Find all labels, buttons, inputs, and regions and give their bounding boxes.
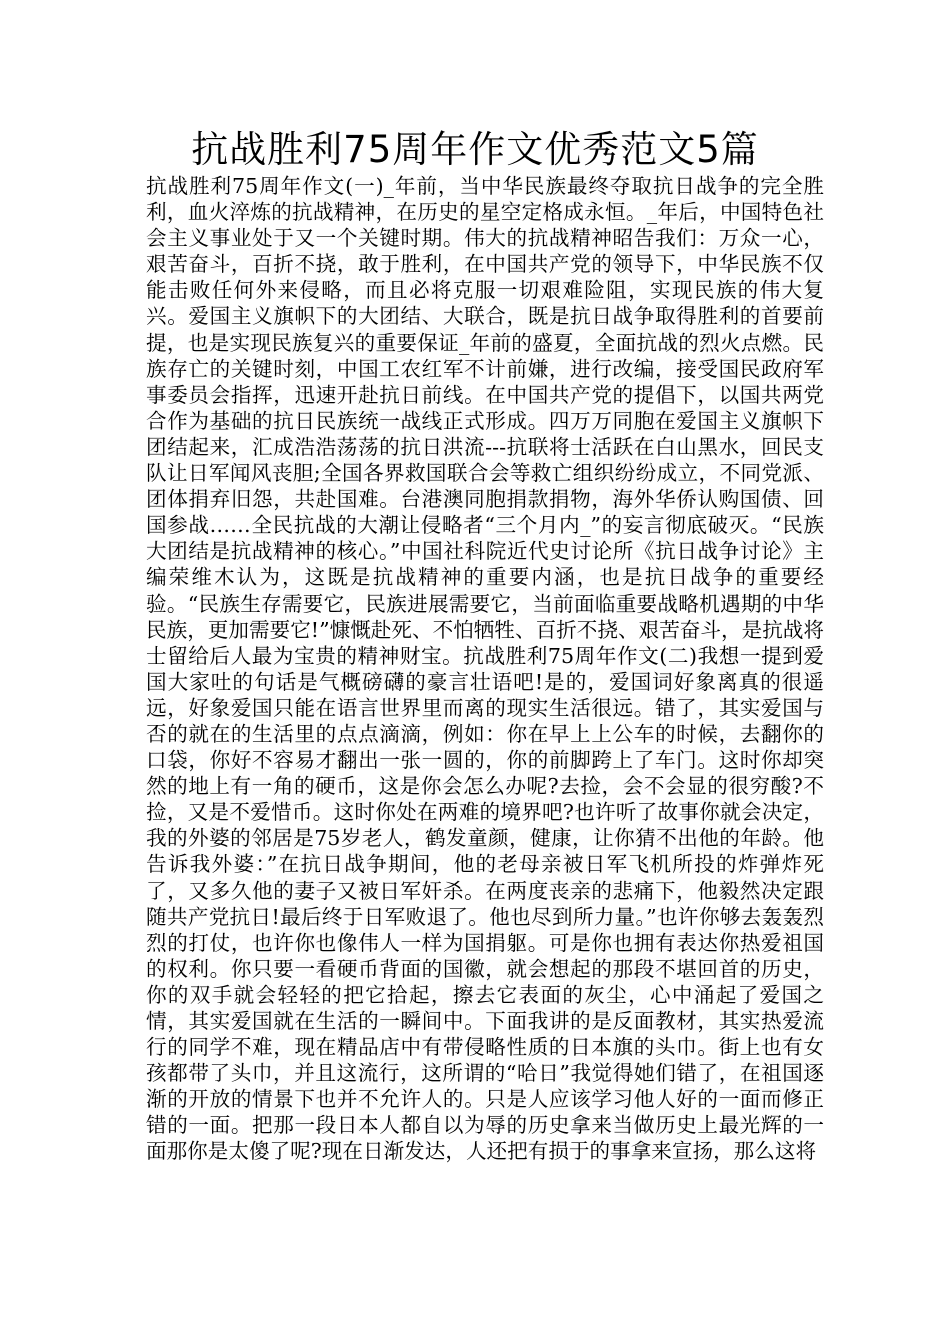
document-body: 抗战胜利75周年作文(一)_年前，当中华民族最终夺取抗日战争的完全胜利，血火淬炼的抗战精神，在历史的星空定格成永恒。_年后，中国特色社会主义事业处于又一个关键时期。伟大的抗战精神昭告我们：万众一心，艰苦奋斗，百折不挠，敢于胜利，在中国共产党的领导下，中华民族不仅能击败任何外来侵略，而且必将克服一切艰难险阻，实现民族的伟大复兴。爱国主义旗帜下的大团结、大联合，既是抗日战争取得胜利的首要前提，也是实现民族复兴的重要保证_年前的盛夏，全面抗战的烈火点燃。民族存亡的关键时刻，中国工农红军不计前嫌，进行改编，接受国民政府军事委员会指挥，迅速开赴抗日前线。在中国共产党的提倡下，以国共两党合作为基础的抗日民族统一战线正式形成。四万万同胞在爱国主义旗帜下团结起来，汇成浩浩荡荡的抗日洪流---抗联将士活跃在白山黑水，回民支队让日军闻风丧胆;全国各界救国联合会等救亡组织纷纷成立，不同党派、团体捐弃旧怨，共赴国难。台港澳同胞捐款捐物，海外华侨认购国债、回国参战……全民抗战的大潮让侵略者“三个月内_”的妄言彻底破灭。“民族大团结是抗战精神的核心。”中国社科院近代史讨论所《抗日战争讨论》主编荣维木认为，这既是抗战精神的重要内涵，也是抗日战争的重要经验。“民族生存需要它，民族进展需要它，当前面临重要战略机遇期的中华民族，更加需要它!”慷慨赴死、不怕牺牲、百折不挠、艰苦奋斗，是抗战将士留给后人最为宝贵的精神财宝。抗战胜利75周年作文(二)我想一提到爱国大家吐的句话是气概磅礴的豪言壮语吧!是的，爱国词好象离真的很遥远，好象爱国只能在语言世界里而离的现实生活很远。错了，其实爱国与否的就在的生活里的点点滴滴，例如：你在早上上公车的时候，去翻你的口袋，你好不容易才翻出一张一圆的，你的前脚跨上了车门。这时你却突然的地上有一角的硬币，这是你会怎么办呢?去捡，会不会显的很穷酸?不捡，又是不爱惜币。这时你处在两难的境界吧?也许听了故事你就会决定，我的外婆的邻居是75岁老人，鹤发童颜，健康，让你猜不出他的年龄。他告诉我外婆：”在抗日战争期间，他的老母亲被日军飞机所投的炸弹炸死了，又多久他的妻子又被日军奸杀。在两度丧亲的悲痛下，他毅然决定跟随共产党抗日!最后终于日军败退了。他也尽到所力量。”也许你够去轰轰烈烈的打仗，也许你也像伟人一样为国捐躯。可是你也拥有表达你热爱祖国的权利。你只要一看硬币背面的国徽，就会想起的那段不堪回首的历史，你的双手就会轻轻的把它拾起，擦去它表面的灰尘，心中涌起了爱国之情，其实爱国就在生活的一瞬间中。下面我讲的是反面教材，其实热爱流行的同学不难，现在精品店中有带侵略性质的日本旗的头巾。街上也有女孩都带了头巾，并且这流行，这所谓的“哈日”我觉得她们错了，在祖国逐渐的开放的情景下也并不允许人的。只是人应该学习他人好的一面而修正错的一面。把那一段日本人都自以为辱的历史拿来当做历史上最光辉的一面那你是太傻了呢?现在日渐发达，人还把有损于的事拿来宣扬，那么这将 xyxy=(146,174,824,1164)
document-title: 抗战胜利75周年作文优秀范文5篇 xyxy=(191,128,759,171)
